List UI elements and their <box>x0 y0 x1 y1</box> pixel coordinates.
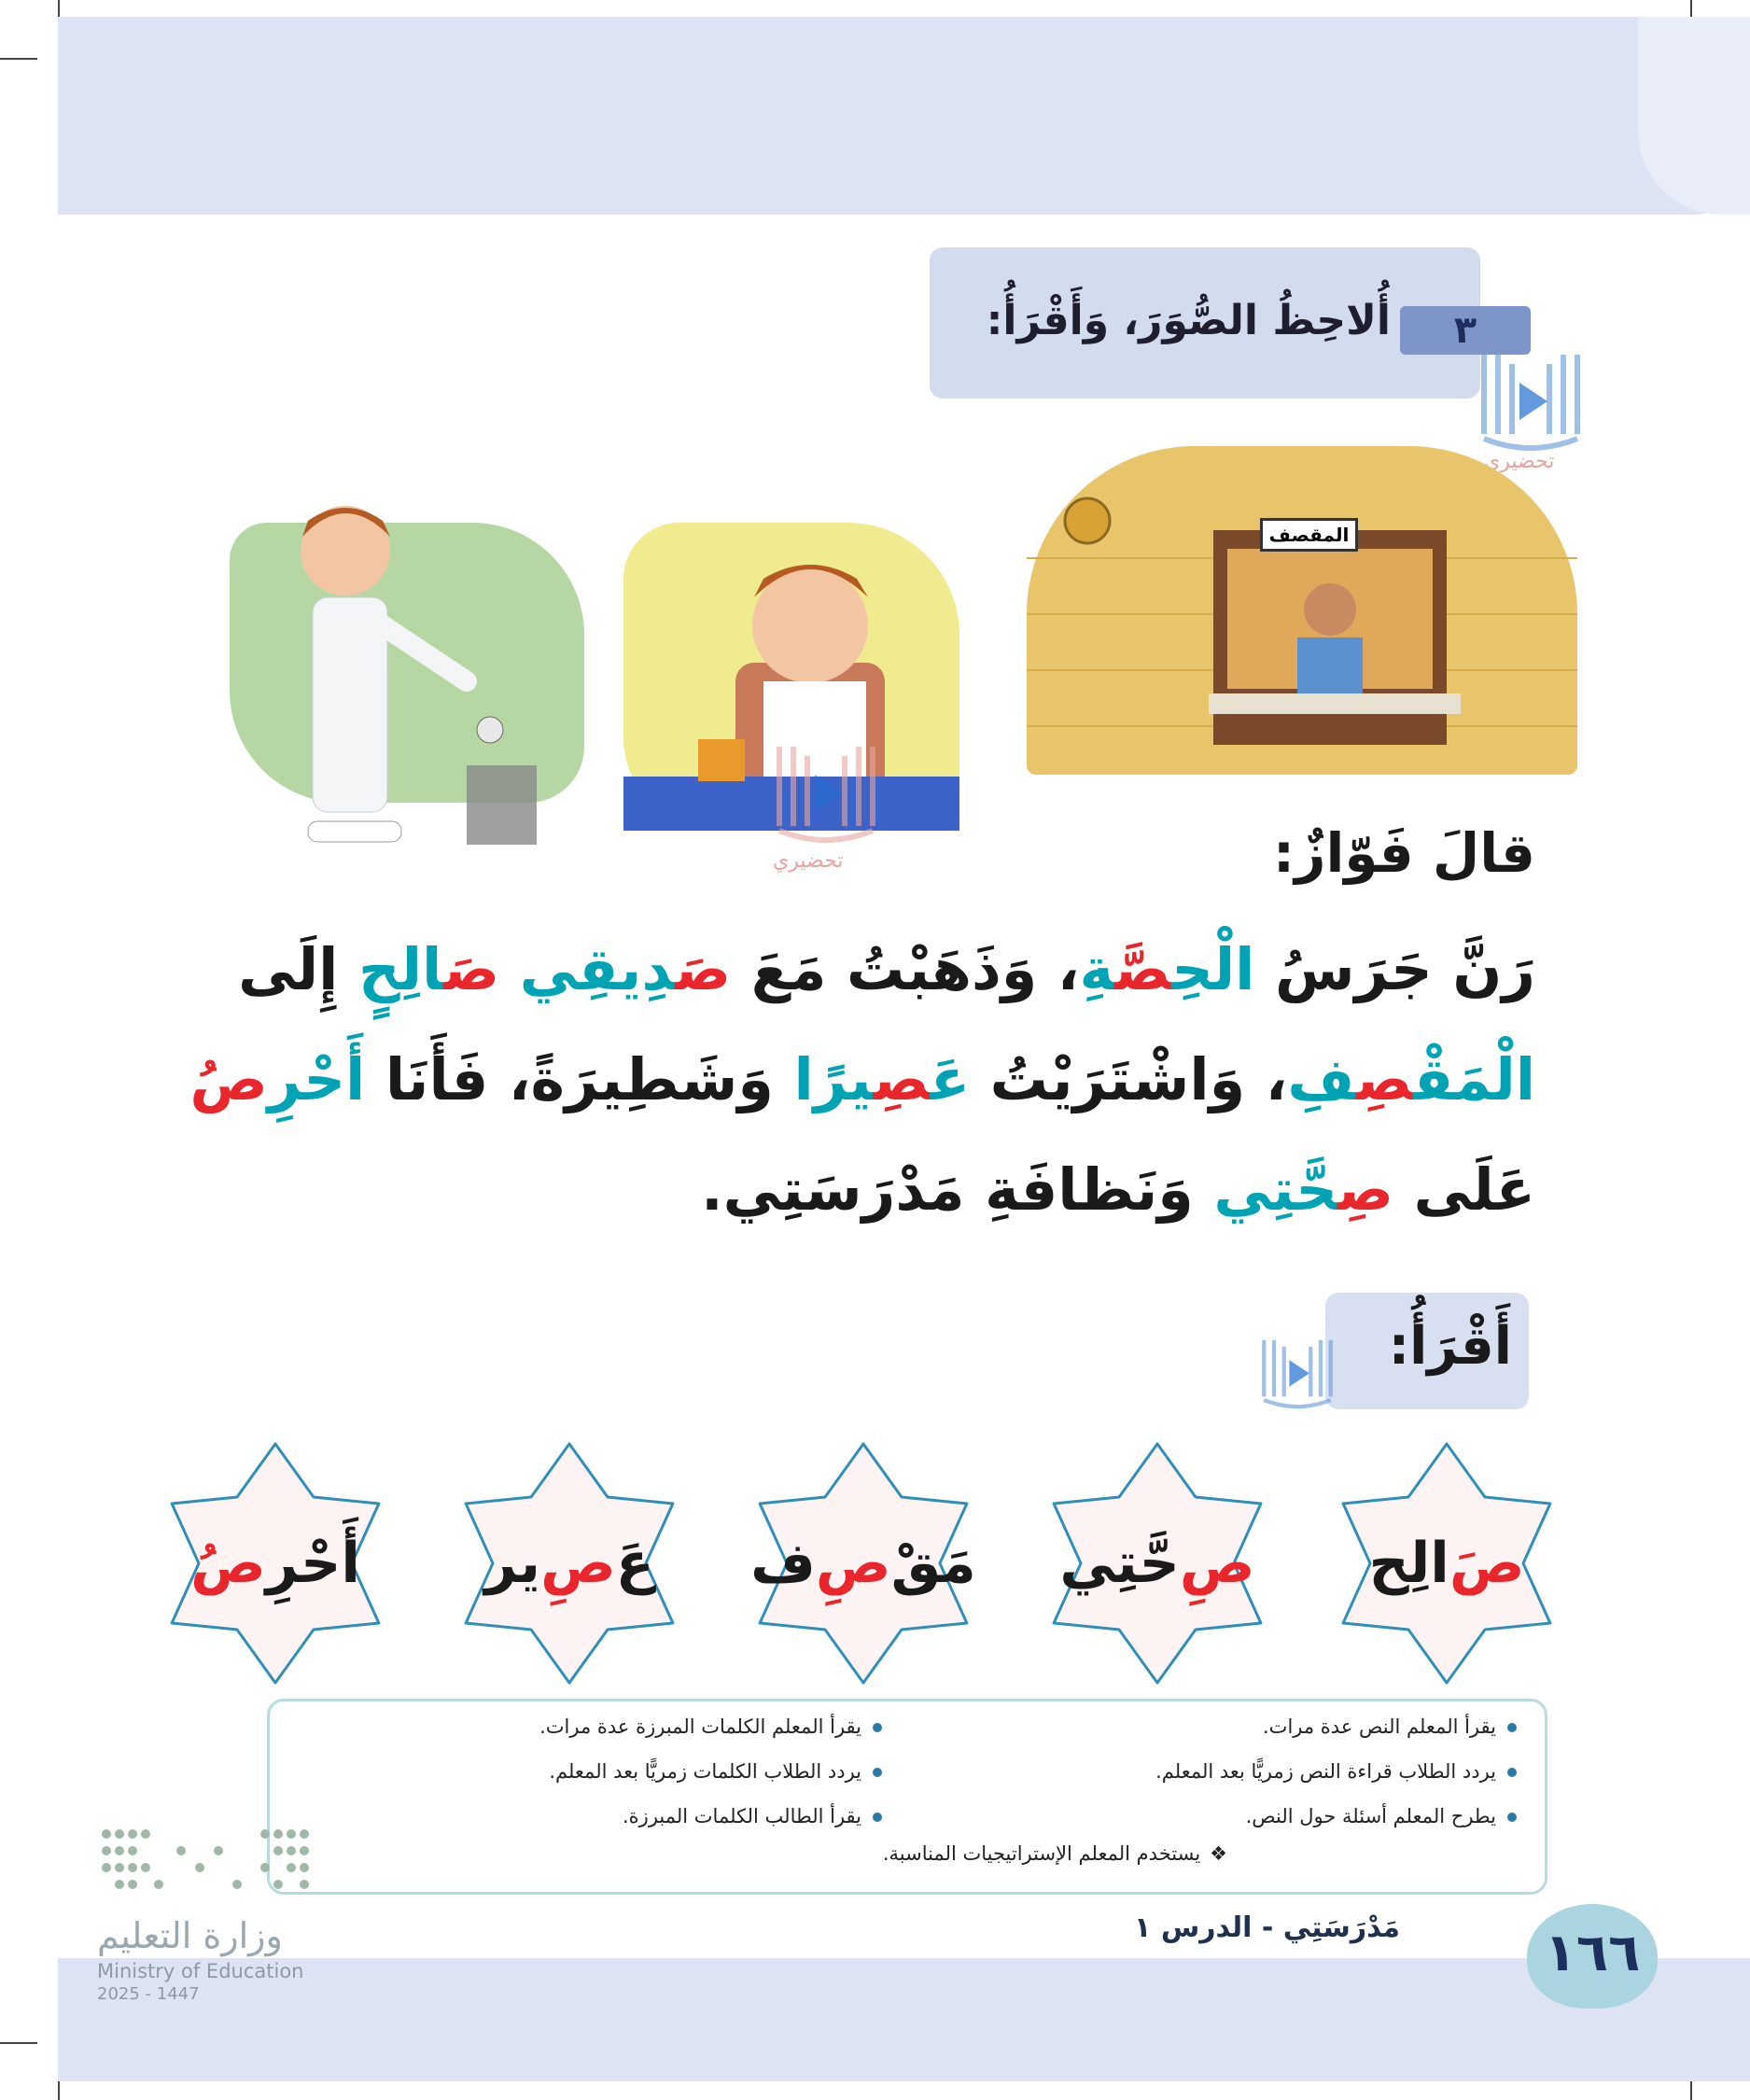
word-star <box>1321 1437 1573 1689</box>
word-segment: عَ <box>615 1531 654 1596</box>
word-star <box>737 1437 989 1689</box>
word-segment: ف <box>750 1531 816 1596</box>
text-segment: الْحِ <box>1171 935 1255 1003</box>
text-segment: وَشَطِيرَةً، فَأَنَا <box>365 1045 794 1113</box>
teacher-strategy-note: ❖يستخدم المعلم الإستراتيجيات المناسبة. <box>882 1842 1227 1865</box>
word-star <box>149 1437 401 1689</box>
story-line-3 <box>701 1155 1535 1224</box>
header-band-curve <box>1638 17 1750 215</box>
text-segment: عَ <box>930 1045 971 1113</box>
boy-throwing-trash-illustration <box>280 485 579 849</box>
text-segment: وَنَظافَةِ مَدْرَسَتِي. <box>701 1155 1214 1224</box>
teacher-note: يقرأ المعلم الكلمات المبرزة عدة مرات. <box>539 1715 882 1738</box>
text-segment: الْمَقْ <box>1413 1045 1535 1113</box>
canteen-scene-image <box>1027 446 1577 775</box>
diamond-bullet-icon: ❖ <box>1210 1842 1227 1865</box>
edition-year: 2025 - 1447 <box>97 1984 200 2004</box>
text-segment: فِ <box>1287 1045 1357 1113</box>
canteen-illustration <box>1027 446 1577 775</box>
text-segment: يرًا <box>793 1045 874 1113</box>
star-word <box>737 1437 989 1689</box>
text-segment: عَلَى <box>1393 1155 1535 1224</box>
watermark-text: تحضيري <box>1484 450 1555 473</box>
text-segment: صَ <box>443 935 500 1003</box>
read-title: أَقْرَأُ: <box>1388 1316 1512 1377</box>
ministry-logo-icon <box>97 1825 321 1899</box>
header-band <box>58 17 1750 215</box>
bullet-icon <box>1507 1768 1517 1777</box>
star-word <box>149 1437 401 1689</box>
text-segment: صُ <box>189 1045 268 1113</box>
text-segment: صِ <box>873 1045 931 1113</box>
word-segment: صَ <box>1449 1531 1525 1596</box>
star-word <box>443 1437 695 1689</box>
section-number: ٣ <box>1400 306 1531 355</box>
canteen-sign: المقصف <box>1260 518 1358 552</box>
word-segment: مَقْ <box>890 1531 976 1596</box>
bullet-icon <box>873 1768 882 1777</box>
word-star <box>1031 1437 1283 1689</box>
star-word <box>1031 1437 1283 1689</box>
ministry-name-arabic: وزارة التعليم <box>97 1915 283 1956</box>
watermark-logo-icon <box>1251 1325 1344 1428</box>
teacher-note: يقرأ الطالب الكلمات المبرزة. <box>623 1805 882 1827</box>
footer-band <box>58 1958 1750 2081</box>
teacher-note: يردد الطلاب الكلمات زمريًّا بعد المعلم. <box>549 1760 882 1783</box>
text-segment: إِلَى <box>238 935 359 1003</box>
text-segment: ، وَاشْتَرَيْتُ <box>970 1045 1288 1113</box>
teacher-note: يردد الطلاب قراءة النص زمريًّا بعد المعلم. <box>1155 1760 1517 1783</box>
crop-mark <box>0 2042 37 2044</box>
watermark-logo-icon <box>756 728 896 868</box>
ministry-name-english: Ministry of Education <box>97 1960 304 1982</box>
story-line-1 <box>238 935 1535 1003</box>
word-segment: صِ <box>815 1531 891 1596</box>
bullet-icon <box>873 1723 882 1732</box>
crop-mark <box>0 58 37 60</box>
text-segment: صَ <box>675 935 732 1003</box>
word-segment: صِ <box>540 1531 616 1596</box>
word-segment: صُ <box>190 1531 266 1596</box>
text-segment: صَّ <box>1114 935 1172 1003</box>
text-segment: صِ <box>1337 1155 1394 1224</box>
bullet-icon <box>1507 1723 1517 1732</box>
text-segment: أَحْرِ <box>267 1045 366 1113</box>
star-word <box>1321 1437 1573 1689</box>
page-number: ١٦٦ <box>1544 1923 1641 1983</box>
watermark-text: تحضيري <box>773 849 844 873</box>
text-segment: صِ <box>1356 1045 1414 1113</box>
text-segment: ةِ <box>1079 935 1115 1003</box>
lesson-label: مَدْرَسَتِي - الدرس ١ <box>1134 1911 1400 1944</box>
story-line-2 <box>189 1045 1535 1113</box>
text-segment: رَنَّ جَرَسُ <box>1254 935 1535 1003</box>
word-segment: ير <box>484 1531 541 1596</box>
bullet-icon <box>873 1813 882 1822</box>
text-segment: حَّتِي <box>1213 1155 1338 1224</box>
word-segment: صِ <box>1179 1531 1255 1596</box>
section-title: أُلاحِظُ الصُّوَرَ، وَأَقْرَأُ: <box>986 297 1391 344</box>
bullet-icon <box>1507 1813 1517 1822</box>
text-segment: دِيقِي <box>499 935 676 1003</box>
text-segment: الِحٍ <box>358 935 444 1003</box>
word-segment: حَّتِي <box>1059 1531 1180 1596</box>
word-segment: الِح <box>1368 1531 1449 1596</box>
word-segment: أَحْرِ <box>265 1531 360 1596</box>
text-segment: ، وَذَهَبْتُ مَعَ <box>731 935 1080 1003</box>
teacher-note: يطرح المعلم أسئلة حول النص. <box>1246 1805 1517 1827</box>
story-speaker: قالَ فَوّازٌ: <box>1272 821 1535 885</box>
teacher-note: يقرأ المعلم النص عدة مرات. <box>1263 1715 1517 1738</box>
word-star <box>443 1437 695 1689</box>
